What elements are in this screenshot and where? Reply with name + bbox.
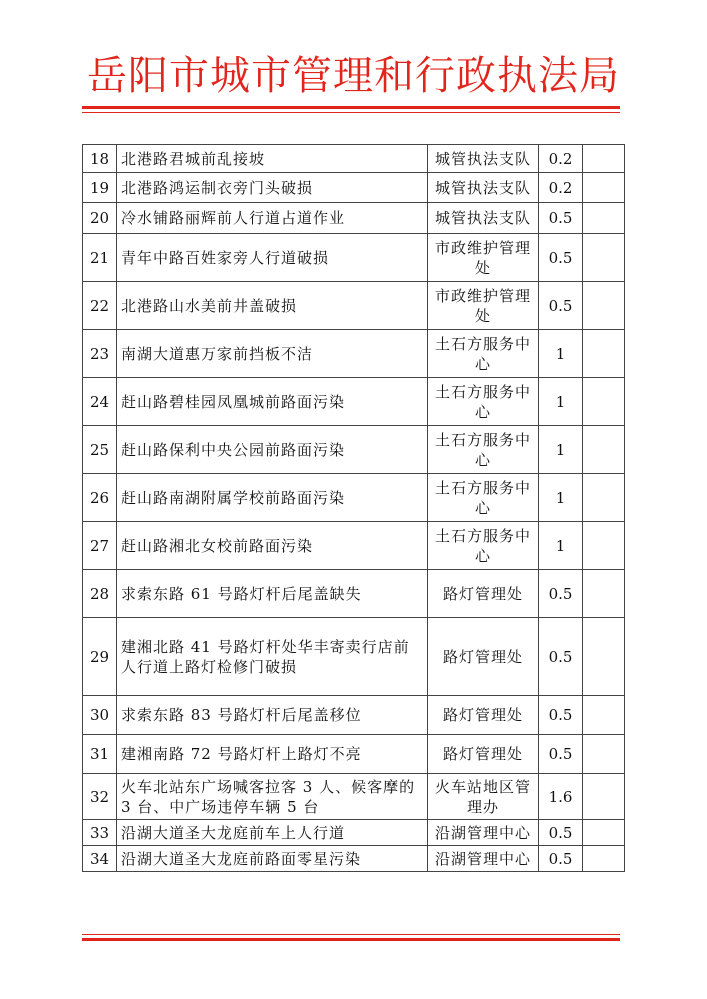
unit-cell: 城管执法支队 xyxy=(428,145,539,173)
blank-cell xyxy=(583,846,625,872)
score-cell: 0.5 xyxy=(539,282,583,330)
table-row xyxy=(83,522,625,570)
blank-cell xyxy=(583,330,625,378)
row-number: 27 xyxy=(83,522,117,570)
table-row xyxy=(83,330,625,378)
issue-cell: 赶山路碧桂园凤凰城前路面污染 xyxy=(117,378,428,426)
score-cell: 1.6 xyxy=(539,774,583,820)
score-cell: 1 xyxy=(539,426,583,474)
footer-rule-thin xyxy=(82,934,620,935)
row-number: 21 xyxy=(83,234,117,282)
score-cell: 0.5 xyxy=(539,570,583,618)
score-cell: 0.5 xyxy=(539,618,583,696)
blank-cell xyxy=(583,774,625,820)
score-cell: 0.5 xyxy=(539,820,583,846)
score-cell: 0.2 xyxy=(539,145,583,173)
table-row xyxy=(83,696,625,735)
issue-cell: 赶山路保利中央公园前路面污染 xyxy=(117,426,428,474)
table-row xyxy=(83,474,625,522)
table-row xyxy=(83,378,625,426)
unit-cell: 市政维护管理处 xyxy=(428,234,539,282)
unit-cell: 土石方服务中心 xyxy=(428,378,539,426)
row-number: 25 xyxy=(83,426,117,474)
row-number: 26 xyxy=(83,474,117,522)
score-cell: 0.5 xyxy=(539,696,583,735)
unit-cell: 路灯管理处 xyxy=(428,735,539,774)
row-number: 34 xyxy=(83,846,117,872)
blank-cell xyxy=(583,378,625,426)
issue-cell: 建湘北路 41 号路灯杆处华丰寄卖行店前人行道上路灯检修门破损 xyxy=(117,618,428,696)
issue-cell: 赶山路南湖附属学校前路面污染 xyxy=(117,474,428,522)
unit-cell: 路灯管理处 xyxy=(428,696,539,735)
row-number: 22 xyxy=(83,282,117,330)
blank-cell xyxy=(583,474,625,522)
blank-cell xyxy=(583,234,625,282)
issue-cell: 北港路山水美前井盖破损 xyxy=(117,282,428,330)
row-number: 24 xyxy=(83,378,117,426)
score-cell: 1 xyxy=(539,378,583,426)
table-row xyxy=(83,145,625,173)
issue-cell: 火车北站东广场喊客拉客 3 人、候客摩的 3 台、中广场违停车辆 5 台 xyxy=(117,774,428,820)
table-row xyxy=(83,735,625,774)
blank-cell xyxy=(583,173,625,203)
table-row xyxy=(83,173,625,203)
data-table xyxy=(82,144,625,872)
unit-cell: 路灯管理处 xyxy=(428,618,539,696)
table-row xyxy=(83,846,625,872)
row-number: 23 xyxy=(83,330,117,378)
blank-cell xyxy=(583,145,625,173)
blank-cell xyxy=(583,735,625,774)
blank-cell xyxy=(583,282,625,330)
score-cell: 1 xyxy=(539,522,583,570)
score-cell: 0.5 xyxy=(539,234,583,282)
row-number: 32 xyxy=(83,774,117,820)
score-cell: 0.2 xyxy=(539,173,583,203)
issue-cell: 青年中路百姓家旁人行道破损 xyxy=(117,234,428,282)
score-cell: 1 xyxy=(539,330,583,378)
footer-rule-thick xyxy=(82,938,620,941)
blank-cell xyxy=(583,570,625,618)
issue-cell: 北港路鸿运制衣旁门头破损 xyxy=(117,173,428,203)
unit-cell: 土石方服务中心 xyxy=(428,426,539,474)
unit-cell: 土石方服务中心 xyxy=(428,330,539,378)
issue-cell: 沿湖大道圣大龙庭前路面零星污染 xyxy=(117,846,428,872)
unit-cell: 路灯管理处 xyxy=(428,570,539,618)
unit-cell: 市政维护管理处 xyxy=(428,282,539,330)
row-number: 33 xyxy=(83,820,117,846)
table-row xyxy=(83,426,625,474)
table-row xyxy=(83,774,625,820)
issue-cell: 北港路君城前乱接坡 xyxy=(117,145,428,173)
unit-cell: 城管执法支队 xyxy=(428,203,539,234)
row-number: 29 xyxy=(83,618,117,696)
issue-cell: 求索东路 83 号路灯杆后尾盖移位 xyxy=(117,696,428,735)
row-number: 20 xyxy=(83,203,117,234)
issue-cell: 求索东路 61 号路灯杆后尾盖缺失 xyxy=(117,570,428,618)
table-row xyxy=(83,282,625,330)
blank-cell xyxy=(583,522,625,570)
blank-cell xyxy=(583,426,625,474)
header-rule-thick xyxy=(82,106,620,109)
table-row xyxy=(83,570,625,618)
issue-cell: 赶山路湘北女校前路面污染 xyxy=(117,522,428,570)
issue-cell: 沿湖大道圣大龙庭前车上人行道 xyxy=(117,820,428,846)
score-cell: 0.5 xyxy=(539,846,583,872)
blank-cell xyxy=(583,203,625,234)
page-title: 岳阳市城市管理和行政执法局 xyxy=(87,53,620,99)
row-number: 18 xyxy=(83,145,117,173)
unit-cell: 沿湖管理中心 xyxy=(428,846,539,872)
row-number: 30 xyxy=(83,696,117,735)
unit-cell: 沿湖管理中心 xyxy=(428,820,539,846)
blank-cell xyxy=(583,696,625,735)
blank-cell xyxy=(583,618,625,696)
row-number: 19 xyxy=(83,173,117,203)
score-cell: 0.5 xyxy=(539,203,583,234)
table-row xyxy=(83,820,625,846)
issue-cell: 建湘南路 72 号路灯杆上路灯不亮 xyxy=(117,735,428,774)
table-row xyxy=(83,203,625,234)
score-cell: 1 xyxy=(539,474,583,522)
table-row xyxy=(83,234,625,282)
unit-cell: 土石方服务中心 xyxy=(428,474,539,522)
table-row xyxy=(83,618,625,696)
unit-cell: 城管执法支队 xyxy=(428,173,539,203)
unit-cell: 火车站地区管理办 xyxy=(428,774,539,820)
row-number: 28 xyxy=(83,570,117,618)
row-number: 31 xyxy=(83,735,117,774)
unit-cell: 土石方服务中心 xyxy=(428,522,539,570)
issue-cell: 冷水铺路丽辉前人行道占道作业 xyxy=(117,203,428,234)
issue-cell: 南湖大道惠万家前挡板不洁 xyxy=(117,330,428,378)
blank-cell xyxy=(583,820,625,846)
header-rule-thin xyxy=(82,112,620,113)
score-cell: 0.5 xyxy=(539,735,583,774)
